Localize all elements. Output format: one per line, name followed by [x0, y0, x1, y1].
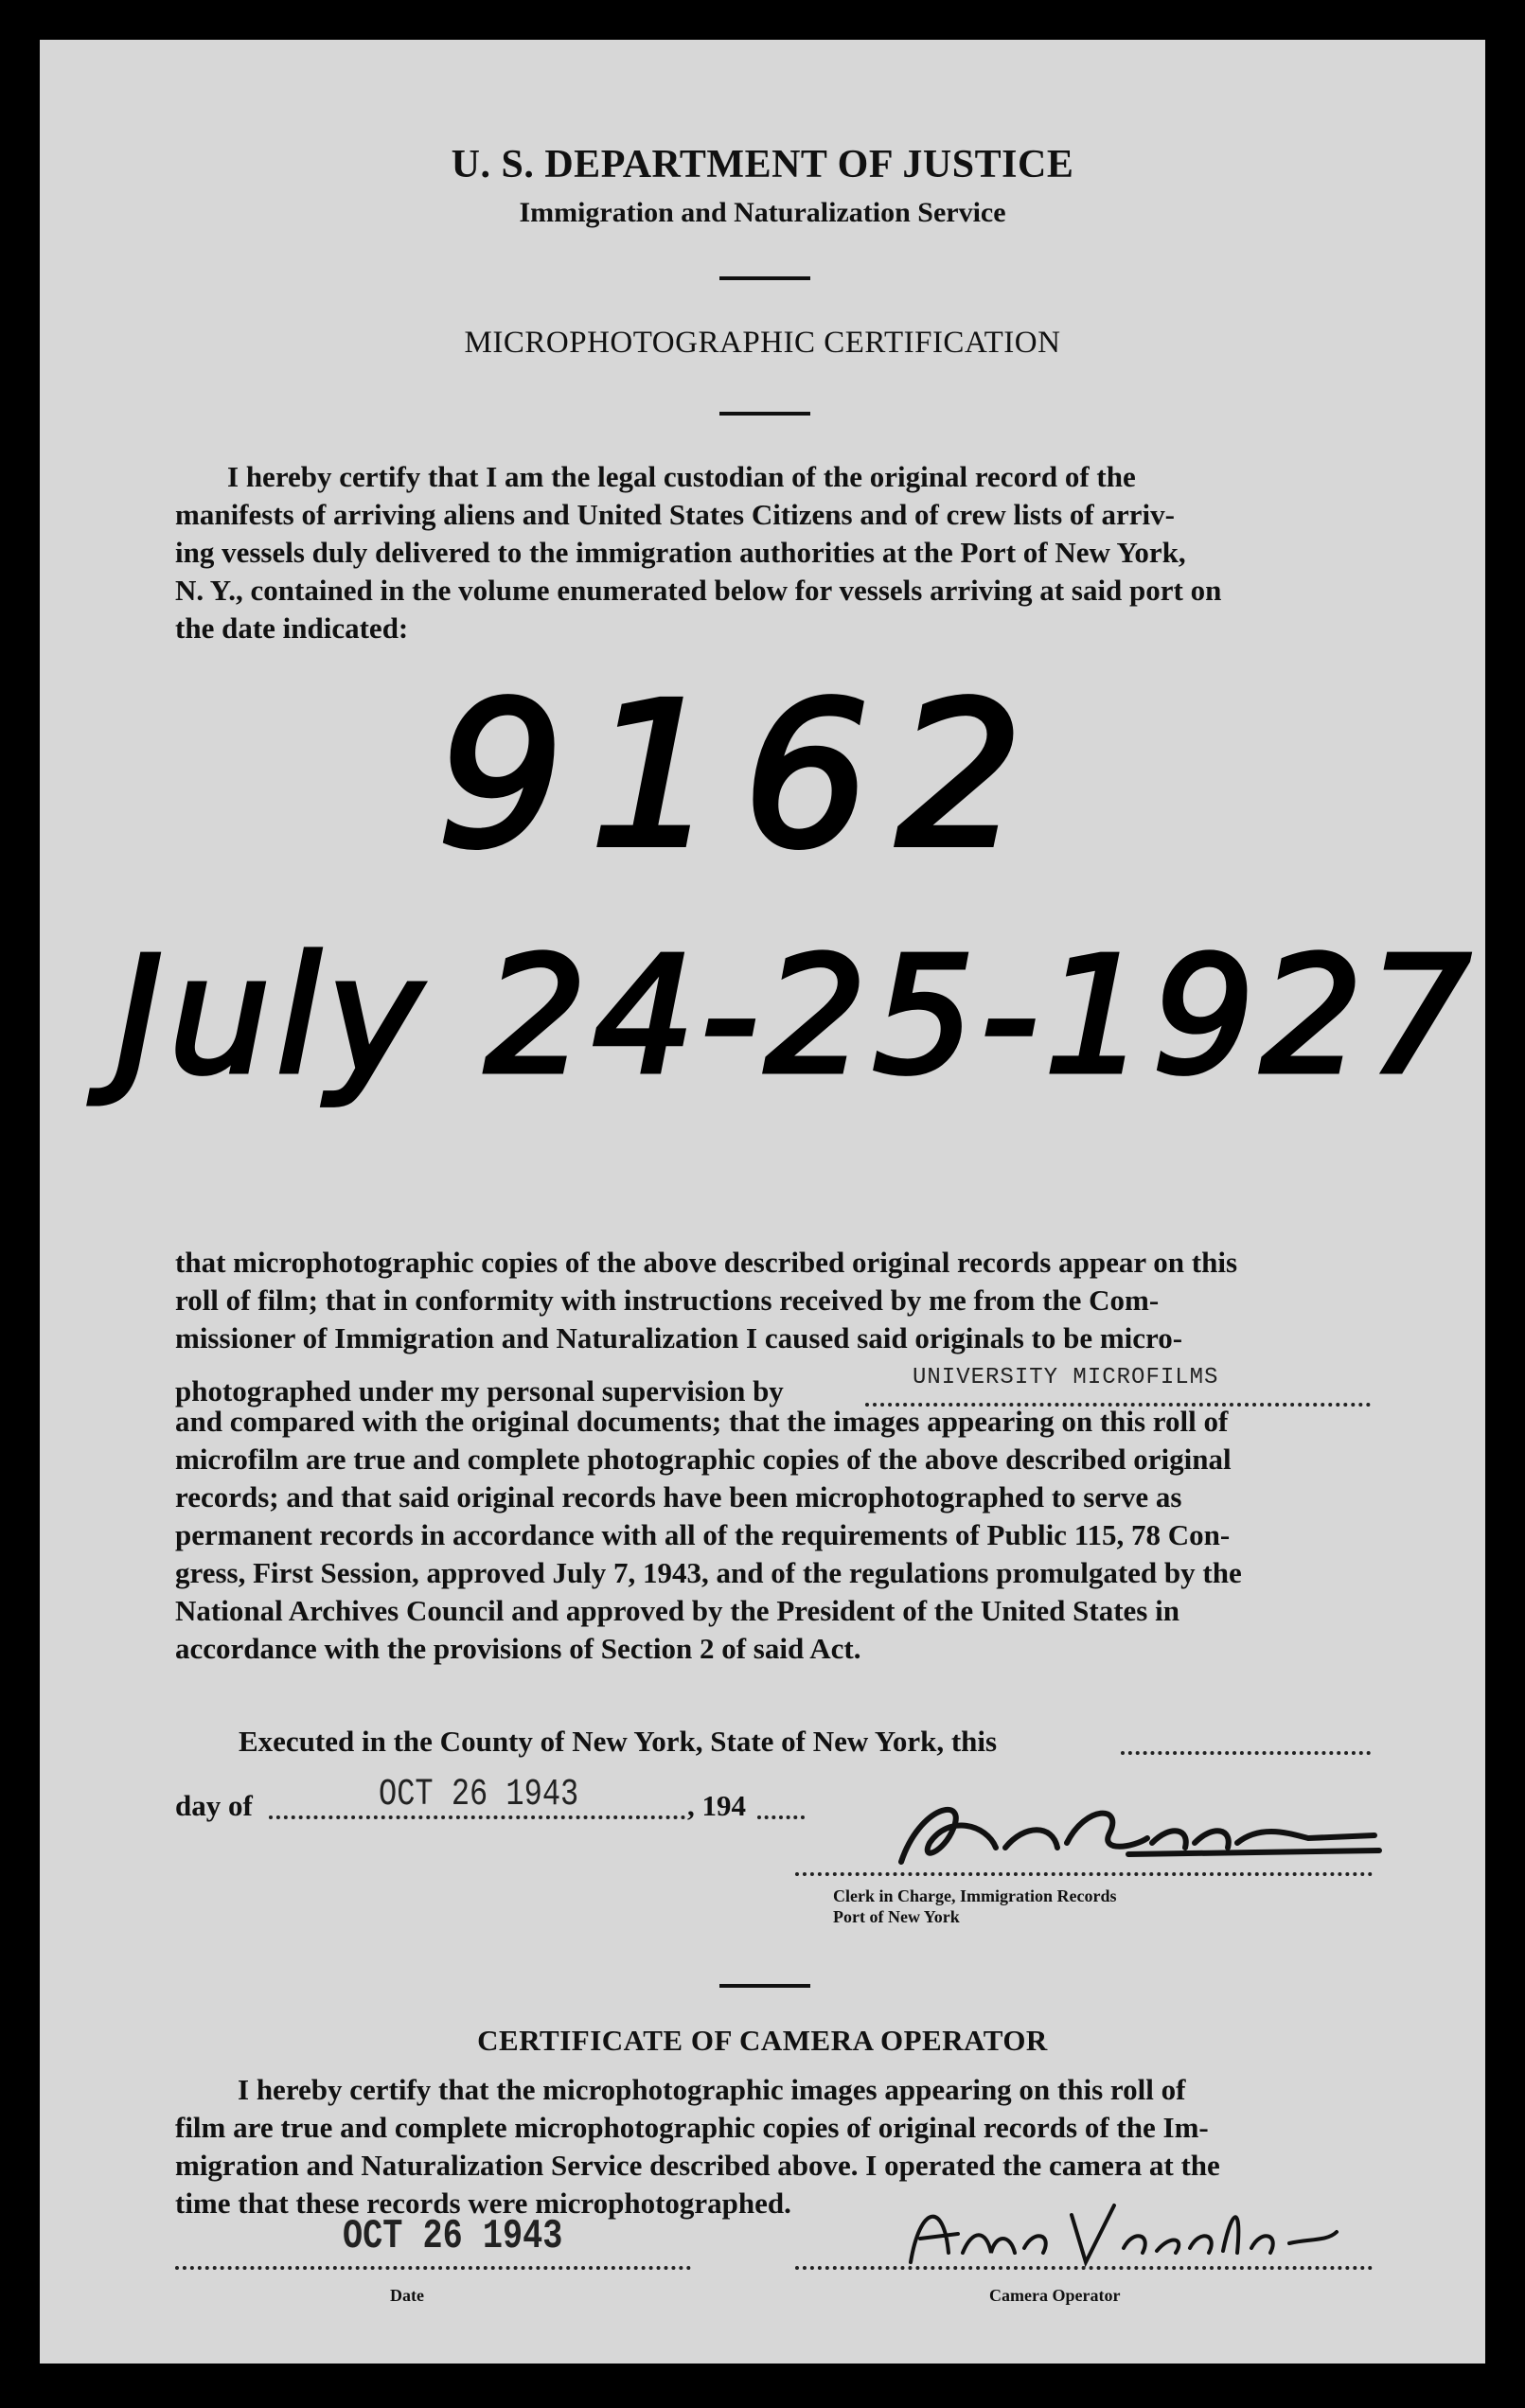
year-suffix: , 194: [687, 1789, 746, 1822]
executed-fill-line: [1121, 1751, 1371, 1755]
body-line: permanent records in accordance with all of the requirements of Public 115, 78 Con-: [175, 1518, 1231, 1551]
body-line: roll of film; that in conformity with instructions received by me from the Com-: [175, 1284, 1160, 1317]
volume-number-text: 9162: [437, 660, 1050, 892]
divider: [719, 276, 810, 280]
operator-signature-line: [795, 2266, 1373, 2270]
intro-line: manifests of arriving aliens and United States Citizens and of crew lists of arriv-: [175, 498, 1175, 531]
body-paragraph-2: [175, 1403, 1373, 1668]
date-line: [175, 2266, 691, 2270]
certificate-document: [40, 40, 1485, 2364]
body-line: records; and that said original records have been microphotographed to serve as: [175, 1480, 1182, 1514]
operator-line: I hereby certify that the microphotographic images appearing on this roll of: [238, 2073, 1186, 2106]
operator-line: migration and Naturalization Service described above. I operated the camera at the: [175, 2149, 1220, 2182]
camera-operator-label: Camera Operator: [989, 2286, 1121, 2305]
executed-text: Executed in the County of New York, State of New York, this: [239, 1725, 998, 1758]
clerk-signature-line: [795, 1872, 1373, 1876]
body-paragraph-1: [175, 1244, 1373, 1357]
date-label: Date: [390, 2286, 424, 2305]
clerk-port: Port of New York: [833, 1907, 960, 1926]
department-heading: U. S. DEPARTMENT OF JUSTICE: [451, 143, 1074, 186]
body-line: and compared with the original documents; that the images appearing on this roll of: [175, 1405, 1229, 1438]
body-line: gress, First Session, approved July 7, 1943, and of the regulations promulgated by the: [175, 1556, 1242, 1589]
divider: [719, 412, 810, 416]
intro-line: I hereby certify that I am the legal custodian of the original record of the: [227, 460, 1136, 493]
stamped-execution-date: OCT 26 1943: [379, 1774, 579, 1816]
divider: [719, 1984, 810, 1988]
clerk-signature: [863, 1796, 1393, 1881]
dates-text: July 24-25-1927: [115, 923, 1477, 1110]
intro-line: N. Y., contained in the volume enumerated below for vessels arriving at said port on: [175, 574, 1222, 607]
body-line: accordance with the provisions of Section 2 of said Act.: [175, 1632, 861, 1665]
handwritten-volume-number: [418, 655, 1081, 901]
body-line: missioner of Immigration and Naturalization I caused said originals to be micro-: [175, 1321, 1183, 1354]
body-line: National Archives Council and approved by the President of the United States in: [175, 1594, 1179, 1627]
operator-line: time that these records were microphotographed.: [175, 2187, 791, 2220]
body-line: microfilm are true and complete photographic copies of the above described original: [175, 1443, 1232, 1476]
supervision-prefix: photographed under my personal supervision by: [175, 1374, 784, 1408]
stamped-operator-date: OCT 26 1943: [343, 2213, 563, 2260]
intro-line: the date indicated:: [175, 611, 409, 645]
operator-certificate-title: CERTIFICATE OF CAMERA OPERATOR: [477, 2024, 1048, 2057]
intro-paragraph: [175, 458, 1373, 647]
service-subheading: Immigration and Naturalization Service: [519, 197, 1006, 228]
handwritten-dates: [87, 892, 1477, 1176]
supervision-company: UNIVERSITY MICROFILMS: [913, 1365, 1219, 1390]
clerk-title: Clerk in Charge, Immigration Records: [833, 1886, 1117, 1905]
intro-line: ing vessels duly delivered to the immigration authorities at the Port of New York,: [175, 536, 1186, 569]
body-line: that microphotographic copies of the above described original records appear on this: [175, 1246, 1238, 1279]
certification-title: MICROPHOTOGRAPHIC CERTIFICATION: [464, 326, 1061, 360]
operator-line: film are true and complete microphotographic copies of original records of the Im-: [175, 2111, 1209, 2144]
year-fill-line: [757, 1815, 805, 1819]
day-of-label: day of: [175, 1789, 253, 1822]
